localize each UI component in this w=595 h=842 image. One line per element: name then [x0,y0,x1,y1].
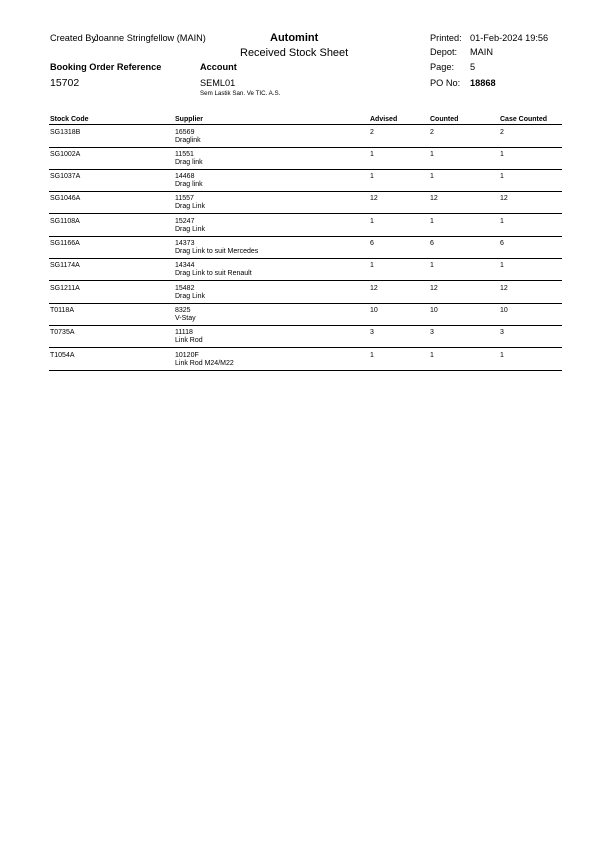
supplier-code-cell: 16569 [175,128,195,136]
po-label: PO No: [430,78,461,88]
stock-code-cell: SG1002A [50,150,81,158]
advised-cell: 1 [370,351,374,359]
col-header-case-counted: Case Counted [500,116,548,123]
advised-cell: 1 [370,217,374,225]
advised-cell: 12 [370,195,378,203]
printed-value: 01-Feb-2024 19:56 [470,33,549,43]
stock-code-cell: SG1318B [50,128,81,136]
col-header-supplier: Supplier [175,116,204,123]
company-name: Automint [270,32,319,44]
stock-code-cell: T0735A [50,329,75,337]
table-row [0,125,595,147]
stock-code-cell: SG1174A [50,262,80,270]
counted-cell: 2 [430,128,434,136]
counted-cell: 1 [430,262,434,270]
table-row [0,258,595,280]
advised-cell: 1 [370,262,374,270]
counted-cell: 3 [430,329,434,337]
col-header-counted: Counted [430,116,459,123]
advised-cell: 10 [370,306,378,314]
case-counted-cell: 6 [500,240,504,247]
description-cell: Drag Link to suit Renault [175,270,252,278]
account-label: Account [200,62,237,72]
supplier-code-cell: 15482 [175,284,195,292]
description-cell: Draglink [175,136,201,144]
table-row [0,281,595,303]
stock-code-cell: SG1108A [50,217,80,225]
stock-code-cell: SG1211A [50,284,80,292]
counted-cell: 1 [430,351,434,359]
stock-code-cell: T1054A [50,351,75,359]
stock-code-cell: SG1166A [50,240,80,247]
case-counted-cell: 1 [500,150,504,158]
printed-label: Printed: [430,33,462,43]
created-by-value: Joanne Stringfellow (MAIN) [94,33,206,43]
supplier-code-cell: 10120F [175,351,199,359]
depot-label: Depot: [430,47,458,57]
advised-cell: 1 [370,150,374,158]
counted-cell: 10 [430,306,438,314]
table-row [0,214,595,236]
account-value: SEML01 [200,78,236,88]
counted-cell: 12 [430,195,438,203]
page-value: 5 [470,62,476,72]
case-counted-cell: 3 [500,329,504,337]
depot-value: MAIN [470,47,493,57]
table-row [0,325,595,347]
account-name: Sem Lastik San. Ve TIC. A.S. [200,90,281,97]
description-cell: Drag Link [175,292,205,300]
case-counted-cell: 1 [500,217,504,225]
case-counted-cell: 10 [500,306,508,314]
advised-cell: 2 [370,128,374,136]
supplier-code-cell: 11557 [175,195,194,203]
stock-code-cell: SG1046A [50,195,81,203]
description-cell: V-Stay [175,314,196,322]
booking-ref-value: 15702 [50,77,80,89]
supplier-code-cell: 8325 [175,306,191,314]
table-row [0,191,595,213]
col-header-stock-code: Stock Code [50,116,89,123]
sheet-title: Received Stock Sheet [240,47,349,59]
table-row [0,236,595,258]
case-counted-cell: 1 [500,262,504,270]
counted-cell: 12 [430,284,438,292]
advised-cell: 6 [370,240,374,247]
description-cell: Drag link [175,158,203,166]
case-counted-cell: 2 [500,128,504,136]
description-cell: Link Rod M24/M22 [175,359,234,367]
counted-cell: 6 [430,240,434,247]
table-row [0,348,595,370]
supplier-code-cell: 14344 [175,262,195,270]
table-row [0,303,595,325]
supplier-code-cell: 14468 [175,173,195,181]
stock-code-cell: SG1037A [50,173,81,181]
counted-cell: 1 [430,150,434,158]
description-cell: Drag Link [175,225,205,233]
description-cell: Drag Link to suit Mercedes [175,248,259,255]
table-row [0,147,595,169]
col-header-advised: Advised [370,116,398,123]
po-value: 18868 [470,78,496,88]
supplier-code-cell: 11118 [175,329,193,337]
stock-code-cell: T0118A [50,306,74,314]
case-counted-cell: 12 [500,284,508,292]
description-cell: Drag Link [175,203,205,211]
advised-cell: 12 [370,284,378,292]
description-cell: Drag link [175,181,203,189]
page-label: Page: [430,62,455,72]
case-counted-cell: 1 [500,351,504,359]
supplier-code-cell: 14373 [175,240,195,247]
advised-cell: 3 [370,329,374,337]
created-by-label: Created By: [50,33,99,43]
case-counted-cell: 12 [500,195,508,203]
counted-cell: 1 [430,173,434,181]
counted-cell: 1 [430,217,434,225]
advised-cell: 1 [370,173,374,181]
table-row [0,169,595,191]
description-cell: Link Rod [175,337,203,345]
booking-ref-label: Booking Order Reference [50,62,162,72]
case-counted-cell: 1 [500,173,504,181]
supplier-code-cell: 11551 [175,150,194,158]
supplier-code-cell: 15247 [175,217,195,225]
row-divider [49,370,562,371]
